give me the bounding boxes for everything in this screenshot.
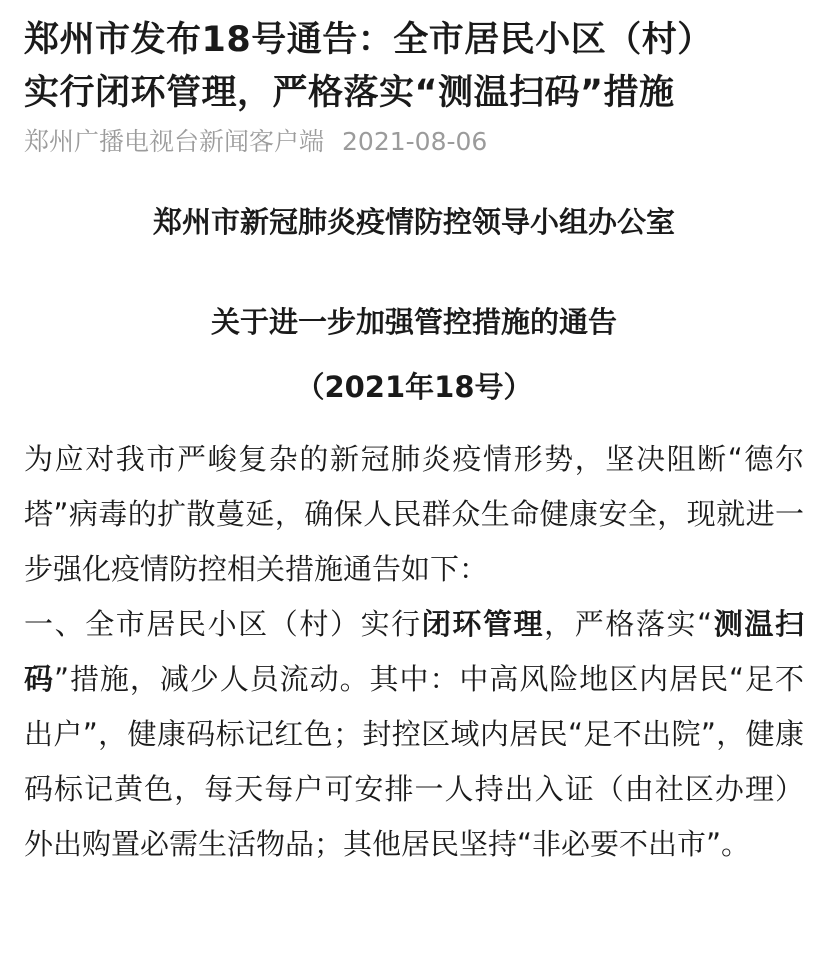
item1-middle: ，严格落实“ (544, 607, 713, 641)
body-intro-paragraph: 为应对我市严峻复杂的新冠肺炎疫情形势，坚决阻断“德尔塔”病毒的扩散蔓延，确保人民群众生命健康安全，现就进一步强化疫情防控相关措施通告如下： (24, 442, 804, 586)
body-item-1-paragraph (24, 597, 804, 872)
headline-line-1: 郑州市发布18号通告：全市居民小区（村） (24, 20, 713, 60)
notice-title: 关于进一步加强管控措施的通告 (210, 305, 617, 339)
notice-issuer: 郑州市新冠肺炎疫情防控领导小组办公室 (152, 205, 675, 239)
notice-number: （2021年18号） (295, 370, 533, 404)
article-date: 2021-08-06 (342, 127, 488, 156)
item1-emphasis-closed-loop: 闭环管理 (421, 607, 545, 641)
item1-rest: ”措施，减少人员流动。其中：中高风险地区内居民“足不出户”，健康码标记红色；封控区域内居民“足不出院”，健康码标记黄色，每天每户可安排一人持出入证（由社区办理）外出购置必需生活物品；其他居民坚持“非必要不出市”。 (24, 662, 804, 861)
item1-emphasis-scan-code: 测温扫码 (24, 607, 804, 696)
article-body (24, 432, 804, 872)
article-headline (24, 14, 804, 120)
headline-line-2: 实行闭环管理，严格落实“测温扫码”措施 (24, 73, 675, 113)
article-meta (24, 120, 804, 164)
item1-prefix: 一、全市居民小区（村）实行 (24, 607, 422, 641)
article-source[interactable]: 郑州广播电视台新闻客户端 (24, 127, 325, 156)
